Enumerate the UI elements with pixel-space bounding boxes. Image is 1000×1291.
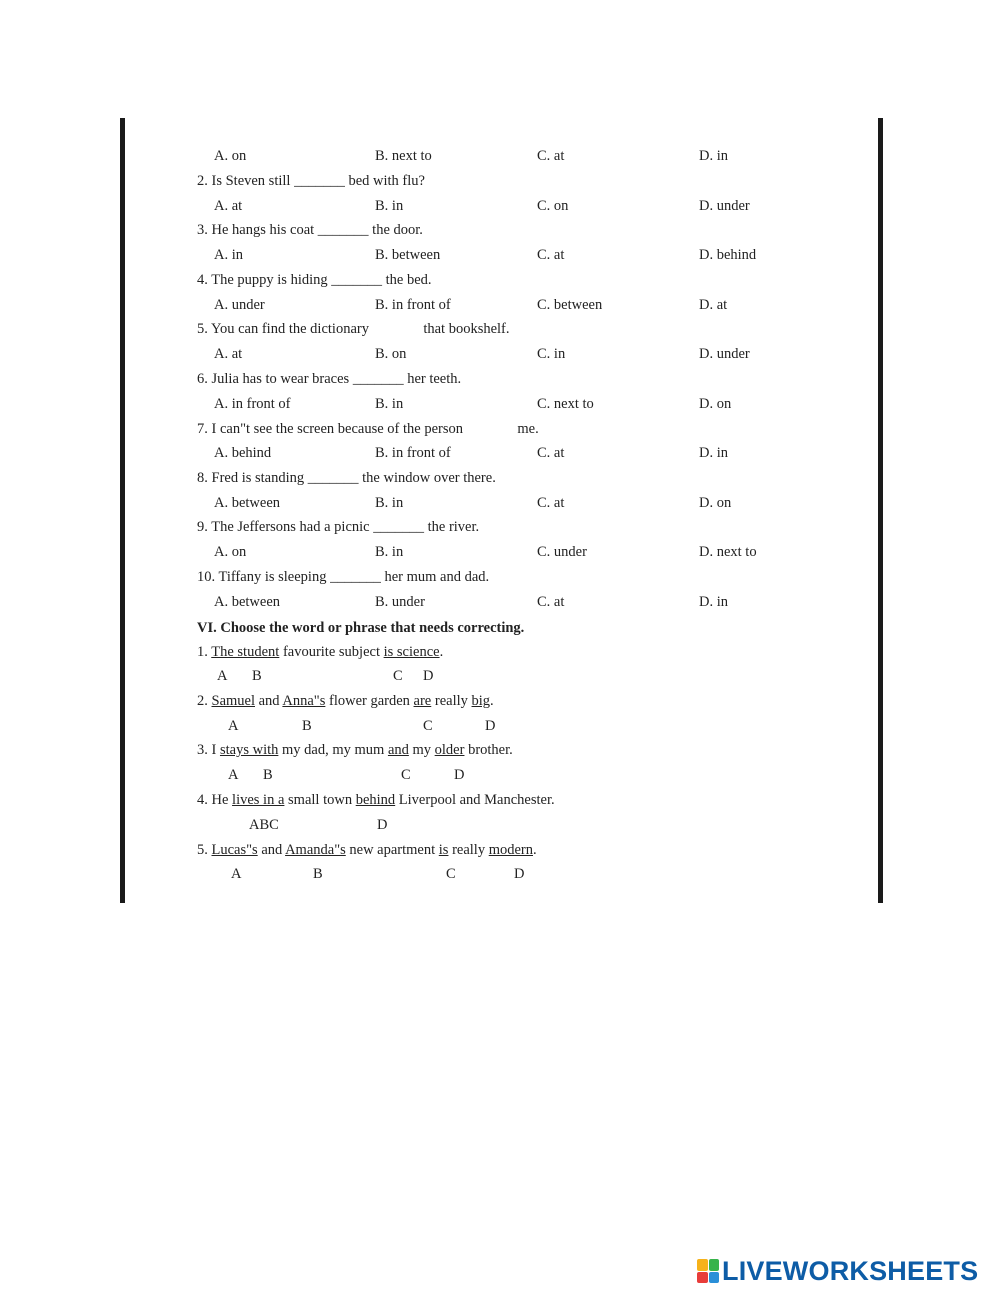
letter-d: D xyxy=(454,767,465,783)
underlined-part-a[interactable]: Lucas"s xyxy=(211,842,258,858)
letter-c: C xyxy=(446,866,456,882)
option-d[interactable]: D. in xyxy=(699,445,728,461)
sentence-text: my dad, my mum xyxy=(278,742,388,758)
sentence-text: flower garden xyxy=(325,693,414,709)
option-c[interactable]: C. at xyxy=(537,148,565,164)
section-heading: VI. Choose the word or phrase that needs correcting. xyxy=(197,620,525,636)
option-c[interactable]: C. at xyxy=(537,594,565,610)
option-d[interactable]: D. in xyxy=(699,148,728,164)
question-4: 4. The puppy is hiding _______ the bed. xyxy=(197,272,432,288)
option-c[interactable]: C. at xyxy=(537,495,565,511)
question-6: 6. Julia has to wear braces _______ her teeth. xyxy=(197,371,462,387)
underlined-part-d[interactable]: modern xyxy=(488,842,534,858)
option-b[interactable]: B. in front of xyxy=(375,297,451,313)
letter-d: D xyxy=(514,866,525,882)
question-10: 10. Tiffany is sleeping _______ her mum and dad. xyxy=(197,569,490,585)
option-b[interactable]: B. between xyxy=(375,247,441,263)
option-b[interactable]: B. next to xyxy=(375,148,432,164)
option-b[interactable]: B. on xyxy=(375,346,407,362)
letter-b: B xyxy=(263,767,273,783)
letter-a: A xyxy=(228,767,239,783)
question-5: 5. You can find the dictionary that bookshelf. xyxy=(197,321,510,337)
letter-b: B xyxy=(313,866,323,882)
sentence-text: and xyxy=(257,842,286,858)
option-b[interactable]: B. in xyxy=(375,198,404,214)
option-c[interactable]: C. next to xyxy=(537,396,594,412)
option-a[interactable]: A. under xyxy=(214,297,265,313)
option-b[interactable]: B. in xyxy=(375,396,404,412)
option-b[interactable]: B. in xyxy=(375,544,404,560)
option-a[interactable]: A. behind xyxy=(214,445,272,461)
letter-c: C xyxy=(393,668,403,684)
sentence-text: really xyxy=(431,693,472,709)
underlined-part-d[interactable]: behind xyxy=(355,792,396,808)
underlined-part-b[interactable]: Anna"s xyxy=(282,693,326,709)
option-a[interactable]: A. in xyxy=(214,247,243,263)
option-d[interactable]: D. on xyxy=(699,396,732,412)
brand-name: LIVEWORKSHEETS xyxy=(722,1255,979,1286)
underlined-part-c[interactable]: and xyxy=(387,742,409,758)
option-d[interactable]: D. on xyxy=(699,495,732,511)
correction-sentence-4 xyxy=(197,792,555,809)
sentence-text: favourite subject xyxy=(279,644,384,660)
option-c[interactable]: C. at xyxy=(537,445,565,461)
liveworksheets-logo[interactable] xyxy=(697,1257,978,1285)
option-c[interactable]: C. between xyxy=(537,297,603,313)
letter-c: C xyxy=(423,718,433,734)
letter-a: A xyxy=(228,718,239,734)
sentence-text: new apartment xyxy=(345,842,439,858)
letter-a: A xyxy=(217,668,228,684)
option-a[interactable]: A. on xyxy=(214,148,247,164)
logo-blocks-icon xyxy=(697,1259,719,1283)
correction-sentence-1 xyxy=(197,644,443,661)
question-2: 2. Is Steven still _______ bed with flu? xyxy=(197,173,425,189)
option-d[interactable]: D. next to xyxy=(699,544,757,560)
letter-b: B xyxy=(302,718,312,734)
question-9: 9. The Jeffersons had a picnic _______ the river. xyxy=(197,519,480,535)
question-3: 3. He hangs his coat _______ the door. xyxy=(197,222,423,238)
sentence-text: small town xyxy=(284,792,356,808)
option-c[interactable]: C. at xyxy=(537,247,565,263)
sentence-text: really xyxy=(448,842,489,858)
letter-d: D xyxy=(485,718,496,734)
letter-b: B xyxy=(252,668,262,684)
option-b[interactable]: B. in front of xyxy=(375,445,451,461)
underlined-part-c[interactable]: is xyxy=(438,842,449,858)
option-d[interactable]: D. at xyxy=(699,297,728,313)
underlined-part-c[interactable]: are xyxy=(413,693,432,709)
sentence-text: . xyxy=(533,842,537,858)
option-a[interactable]: A. at xyxy=(214,198,243,214)
option-a[interactable]: A. at xyxy=(214,346,243,362)
underlined-part-cd[interactable]: is science xyxy=(383,644,440,660)
underlined-part-d[interactable]: big xyxy=(471,693,491,709)
letter-d: D xyxy=(423,668,434,684)
sentence-text: brother. xyxy=(464,742,513,758)
sentence-text: 1. xyxy=(197,644,212,660)
sentence-text: 5. xyxy=(197,842,212,858)
option-b[interactable]: B. under xyxy=(375,594,425,610)
underlined-part-b[interactable]: Amanda"s xyxy=(285,842,346,858)
option-c[interactable]: C. under xyxy=(537,544,587,560)
question-7: 7. I can"t see the screen because of the person me. xyxy=(197,421,539,437)
sentence-text: 2. xyxy=(197,693,212,709)
correction-sentence-5 xyxy=(197,842,537,859)
letter-a: A xyxy=(231,866,242,882)
underlined-part-abc[interactable]: lives in a xyxy=(232,792,285,808)
sentence-text: and xyxy=(255,693,283,709)
option-d[interactable]: D. in xyxy=(699,594,728,610)
underlined-part-ab[interactable]: stays with xyxy=(219,742,279,758)
option-a[interactable]: A. between xyxy=(214,594,281,610)
sentence-text: 4. He xyxy=(197,792,233,808)
option-c[interactable]: C. on xyxy=(537,198,569,214)
option-b[interactable]: B. in xyxy=(375,495,404,511)
sentence-text: 3. I xyxy=(197,742,220,758)
sentence-text: Liverpool and Manchester. xyxy=(395,792,555,808)
option-a[interactable]: A. in front of xyxy=(214,396,291,412)
question-8: 8. Fred is standing _______ the window over there. xyxy=(197,470,496,486)
option-a[interactable]: A. between xyxy=(214,495,281,511)
letter-d: D xyxy=(377,817,388,833)
letter-c: C xyxy=(401,767,411,783)
letter-abc: ABC xyxy=(249,817,279,833)
underlined-part-d[interactable]: older xyxy=(434,742,465,758)
option-d[interactable]: D. behind xyxy=(699,247,757,263)
sentence-text: . xyxy=(490,693,494,709)
option-c[interactable]: C. in xyxy=(537,346,566,362)
option-d[interactable]: D. under xyxy=(699,198,750,214)
sentence-text: . xyxy=(439,644,444,660)
option-d[interactable]: D. under xyxy=(699,346,750,362)
correction-sentence-2 xyxy=(197,693,494,710)
underlined-part-a[interactable]: Samuel xyxy=(211,693,255,709)
correction-sentence-3 xyxy=(197,742,513,759)
sentence-text: my xyxy=(408,742,435,758)
underlined-part-a[interactable]: The student xyxy=(211,644,280,660)
option-a[interactable]: A. on xyxy=(214,544,247,560)
